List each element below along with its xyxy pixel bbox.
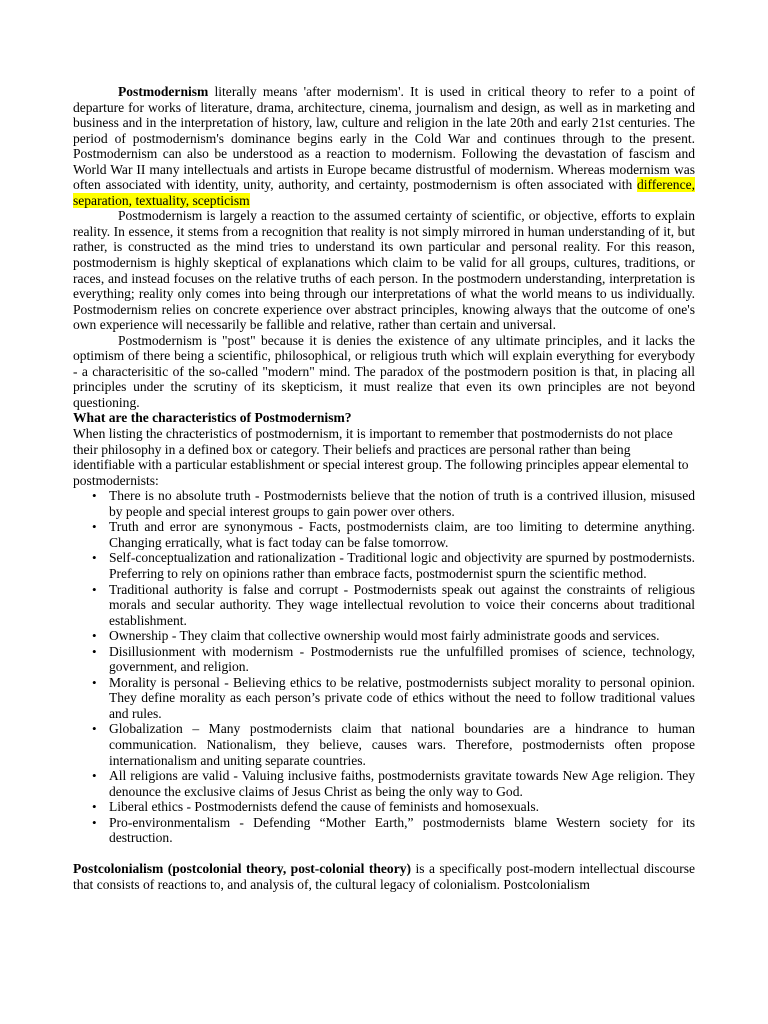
list-item: [73, 550, 695, 581]
paragraph-postcolonialism: [73, 861, 695, 892]
list-item-text: All religions are valid - Valuing inclusive faiths, postmodernists gravitate towards New Age religion. They denounce the exclusive claims of Jesus Christ as being the only way to God.: [109, 768, 695, 799]
list-item: [73, 644, 695, 675]
paragraph-spacer: [73, 846, 695, 862]
list-item: [73, 721, 695, 768]
bullet-icon: •: [92, 768, 97, 784]
list-item: [73, 768, 695, 799]
list-item: [73, 799, 695, 815]
bullet-icon: •: [92, 628, 97, 644]
section-heading: What are the characteristics of Postmodernism?: [73, 410, 352, 426]
paragraph-definition: [73, 84, 695, 208]
list-item-text: Truth and error are synonymous - Facts, postmodernists claim, are too limiting to determine anything. Changing erratically, what is fact today can be false tomorrow.: [109, 519, 695, 550]
list-item-text: Globalization – Many postmodernists claim that national boundaries are a hindrance to human communication. Nationalism, they believe, causes wars. Therefore, postmodernists often propose internationalism and uniting separate countries.: [109, 721, 695, 768]
paragraph-post: Postmodernism is "post" because it is denies the existence of any ultimate principles, and it lacks the optimism of there being a scientific, philosophical, or religious truth which will explain everything for everybody - a characterisitic of the so-called "modern" mind. The paradox of the postmodern position is that, in placing all principles under the scrutiny of its skepticism, it must realize that even its own principles are not beyond questioning.: [73, 332, 695, 410]
list-item: [73, 628, 695, 644]
term-postmodernism: Postmodernism: [118, 84, 209, 99]
bullet-icon: •: [92, 643, 97, 659]
list-item: [73, 519, 695, 550]
definition-text: literally means 'after modernism'. It is used in critical theory to refer to a point of departure for works of literature, drama, architecture, cinema, journalism and design, as well as in marketing and business and in the interpretation of history, law, culture and religion in the late 20th and early 21st centuries. The period of postmodernism's dominance begins early in the Cold War and continues through to the present. Postmodernism can also be understood as a reaction to modernism. Following the devastation of fascism and World War II many intellectuals and artists in Europe became distrustful of modernism. Whereas modernism was often associated with identity, unity, authority, and certainty, postmodernism is often associated with: [73, 84, 695, 193]
list-item-text: There is no absolute truth - Postmodernists believe that the notion of truth is a contrived illusion, misused by people and special interest groups to gain power over others.: [109, 488, 695, 519]
list-item-text: Traditional authority is false and corrupt - Postmodernists speak out against the constraints of religious morals and secular authority. They wage intellectual revolution to voice their concerns about traditional establishment.: [109, 581, 695, 628]
document-page: [73, 84, 695, 892]
bullet-icon: •: [92, 519, 97, 535]
bullet-icon: •: [92, 581, 97, 597]
list-item-text: Disillusionment with modernism - Postmodernists rue the unfulfilled promises of science, technology, government, and religion.: [109, 643, 695, 675]
list-item-text: Liberal ethics - Postmodernists defend the cause of feminists and homosexuals.: [109, 799, 540, 815]
bullet-icon: •: [92, 674, 97, 690]
list-item: [73, 488, 695, 519]
bullet-icon: •: [92, 721, 97, 737]
bullet-icon: •: [92, 814, 97, 830]
list-item: [73, 582, 695, 629]
bullet-icon: •: [92, 550, 97, 566]
characteristics-list: [73, 488, 695, 846]
bullet-icon: •: [92, 488, 97, 504]
postcolonialism-text: is a specifically post-modern intellectual discourse that consists of reactions to, and analysis of, the cultural legacy of colonialism. Postcolonialism: [73, 861, 695, 892]
list-item: [73, 675, 695, 722]
paragraph-intro: When listing the chracteristics of postmodernism, it is important to remember that postmodernists do not place their philosophy in a defined box or category. Their beliefs and practices are personal rather than being identifiable with a particular establishment or special interest group. The following principles appear elemental to postmodernists:: [73, 426, 689, 488]
term-postcolonialism: Postcolonialism (postcolonial theory, post-colonial theory): [73, 861, 412, 877]
list-item: [73, 815, 695, 846]
list-item-text: Morality is personal - Believing ethics to be relative, postmodernists subject morality to personal opinion. They define morality as each person’s private code of ethics without the need to follow traditional values and rules.: [109, 674, 695, 721]
list-item-text: Ownership - They claim that collective ownership would most fairly administrate goods and services.: [109, 628, 660, 644]
highlighted-text: difference, separation, textuality, scepticism: [73, 177, 695, 208]
bullet-icon: •: [92, 799, 97, 815]
paragraph-reaction: Postmodernism is largely a reaction to the assumed certainty of scientific, or objective, efforts to explain reality. In essence, it stems from a recognition that reality is not simply mirrored in human understanding of it, but rather, is constructed as the mind tries to understand its own particular and personal reality. For this reason, postmodernism is highly skeptical of explanations which claim to be valid for all groups, cultures, traditions, or races, and instead focuses on the relative truths of each person. In the postmodern understanding, interpretation is everything; reality only comes into being through our interpretations of what the world means to us individually. Postmodernism relies on concrete experience over abstract principles, knowing always that the outcome of one's own experience will necessarily be fallible and relative, rather than certain and universal.: [73, 208, 695, 333]
list-item-text: Pro-environmentalism - Defending “Mother Earth,” postmodernists blame Western society for its destruction.: [109, 814, 695, 846]
list-item-text: Self-conceptualization and rationalization - Traditional logic and objectivity are spurned by postmodernists. Preferring to rely on opinions rather than embrace facts, postmodernist spurn the scientific method.: [109, 550, 695, 581]
